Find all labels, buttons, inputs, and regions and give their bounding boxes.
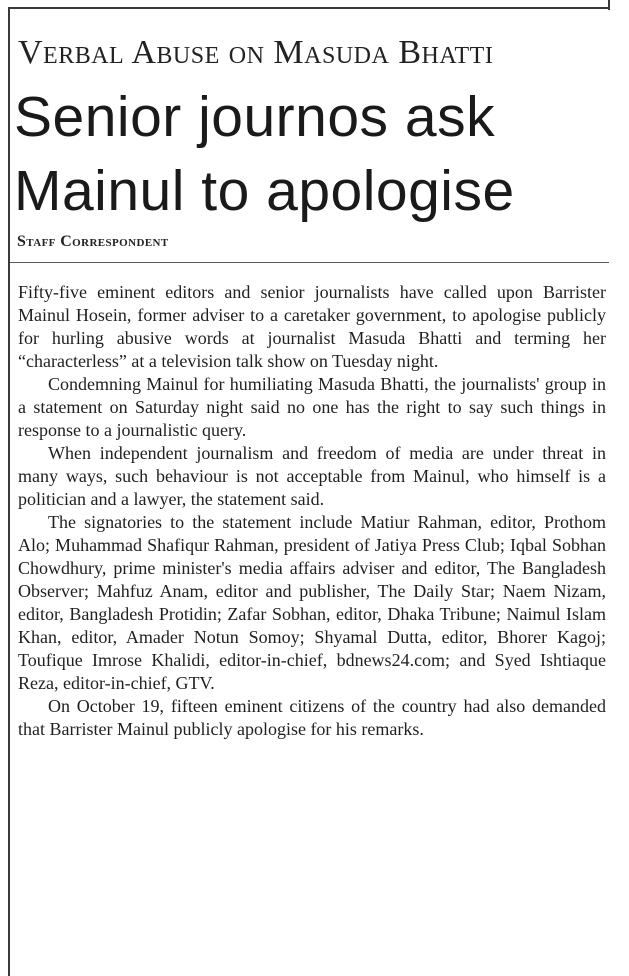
top-border-rule <box>8 7 609 9</box>
article-paragraph: Condemning Mainul for humiliating Masuda Bhatti, the journalists' group in a statement on Saturday night said no one has the right to say such things in response to a journalistic query. <box>18 374 606 440</box>
article-headline: Senior journos ask Mainul to apologise <box>14 85 515 223</box>
byline-divider <box>10 262 609 263</box>
article-body <box>18 281 606 741</box>
article-paragraph: Fifty-five eminent editors and senior journalists have called upon Barrister Mainul Hosein, former adviser to a caretaker government, to apologise publicly for hurling abusive words at journalist Masuda Bhatti and terming her “characterless” at a television talk show on Tuesday night. <box>18 282 606 371</box>
left-border-rule <box>8 7 10 976</box>
article-paragraph: When independent journalism and freedom of media are under threat in many ways, such behaviour is not acceptable from Mainul, who himself is a politician and a lawyer, the statement said. <box>18 443 606 509</box>
article-paragraph: On October 19, fifteen eminent citizens of the country had also demanded that Barrister Mainul publicly apologise for his remarks. <box>18 696 606 739</box>
article-paragraph: The signatories to the statement include Matiur Rahman, editor, Prothom Alo; Muhammad Shafiqur Rahman, president of Jatiya Press Club; Iqbal Sobhan Chowdhury, prime minister's media affairs adviser and editor, The Bangladesh Observer; Mahfuz Anam, editor and publisher, The Daily Star; Naem Nizam, editor, Bangladesh Protidin; Zafar Sobhan, editor, Dhaka Tribune; Naimul Islam Khan, editor, Amader Notun Somoy; Shyamal Dutta, editor, Bhorer Kagoj; Toufique Imrose Khalidi, editor-in-chief, bdnews24.com; and Syed Ishtiaque Reza, editor-in-chief, GTV. <box>18 512 606 693</box>
right-border-stub <box>608 0 610 10</box>
article-byline: Staff Correspondent <box>17 233 169 250</box>
article-kicker: Verbal Abuse on Masuda Bhatti <box>18 34 494 71</box>
